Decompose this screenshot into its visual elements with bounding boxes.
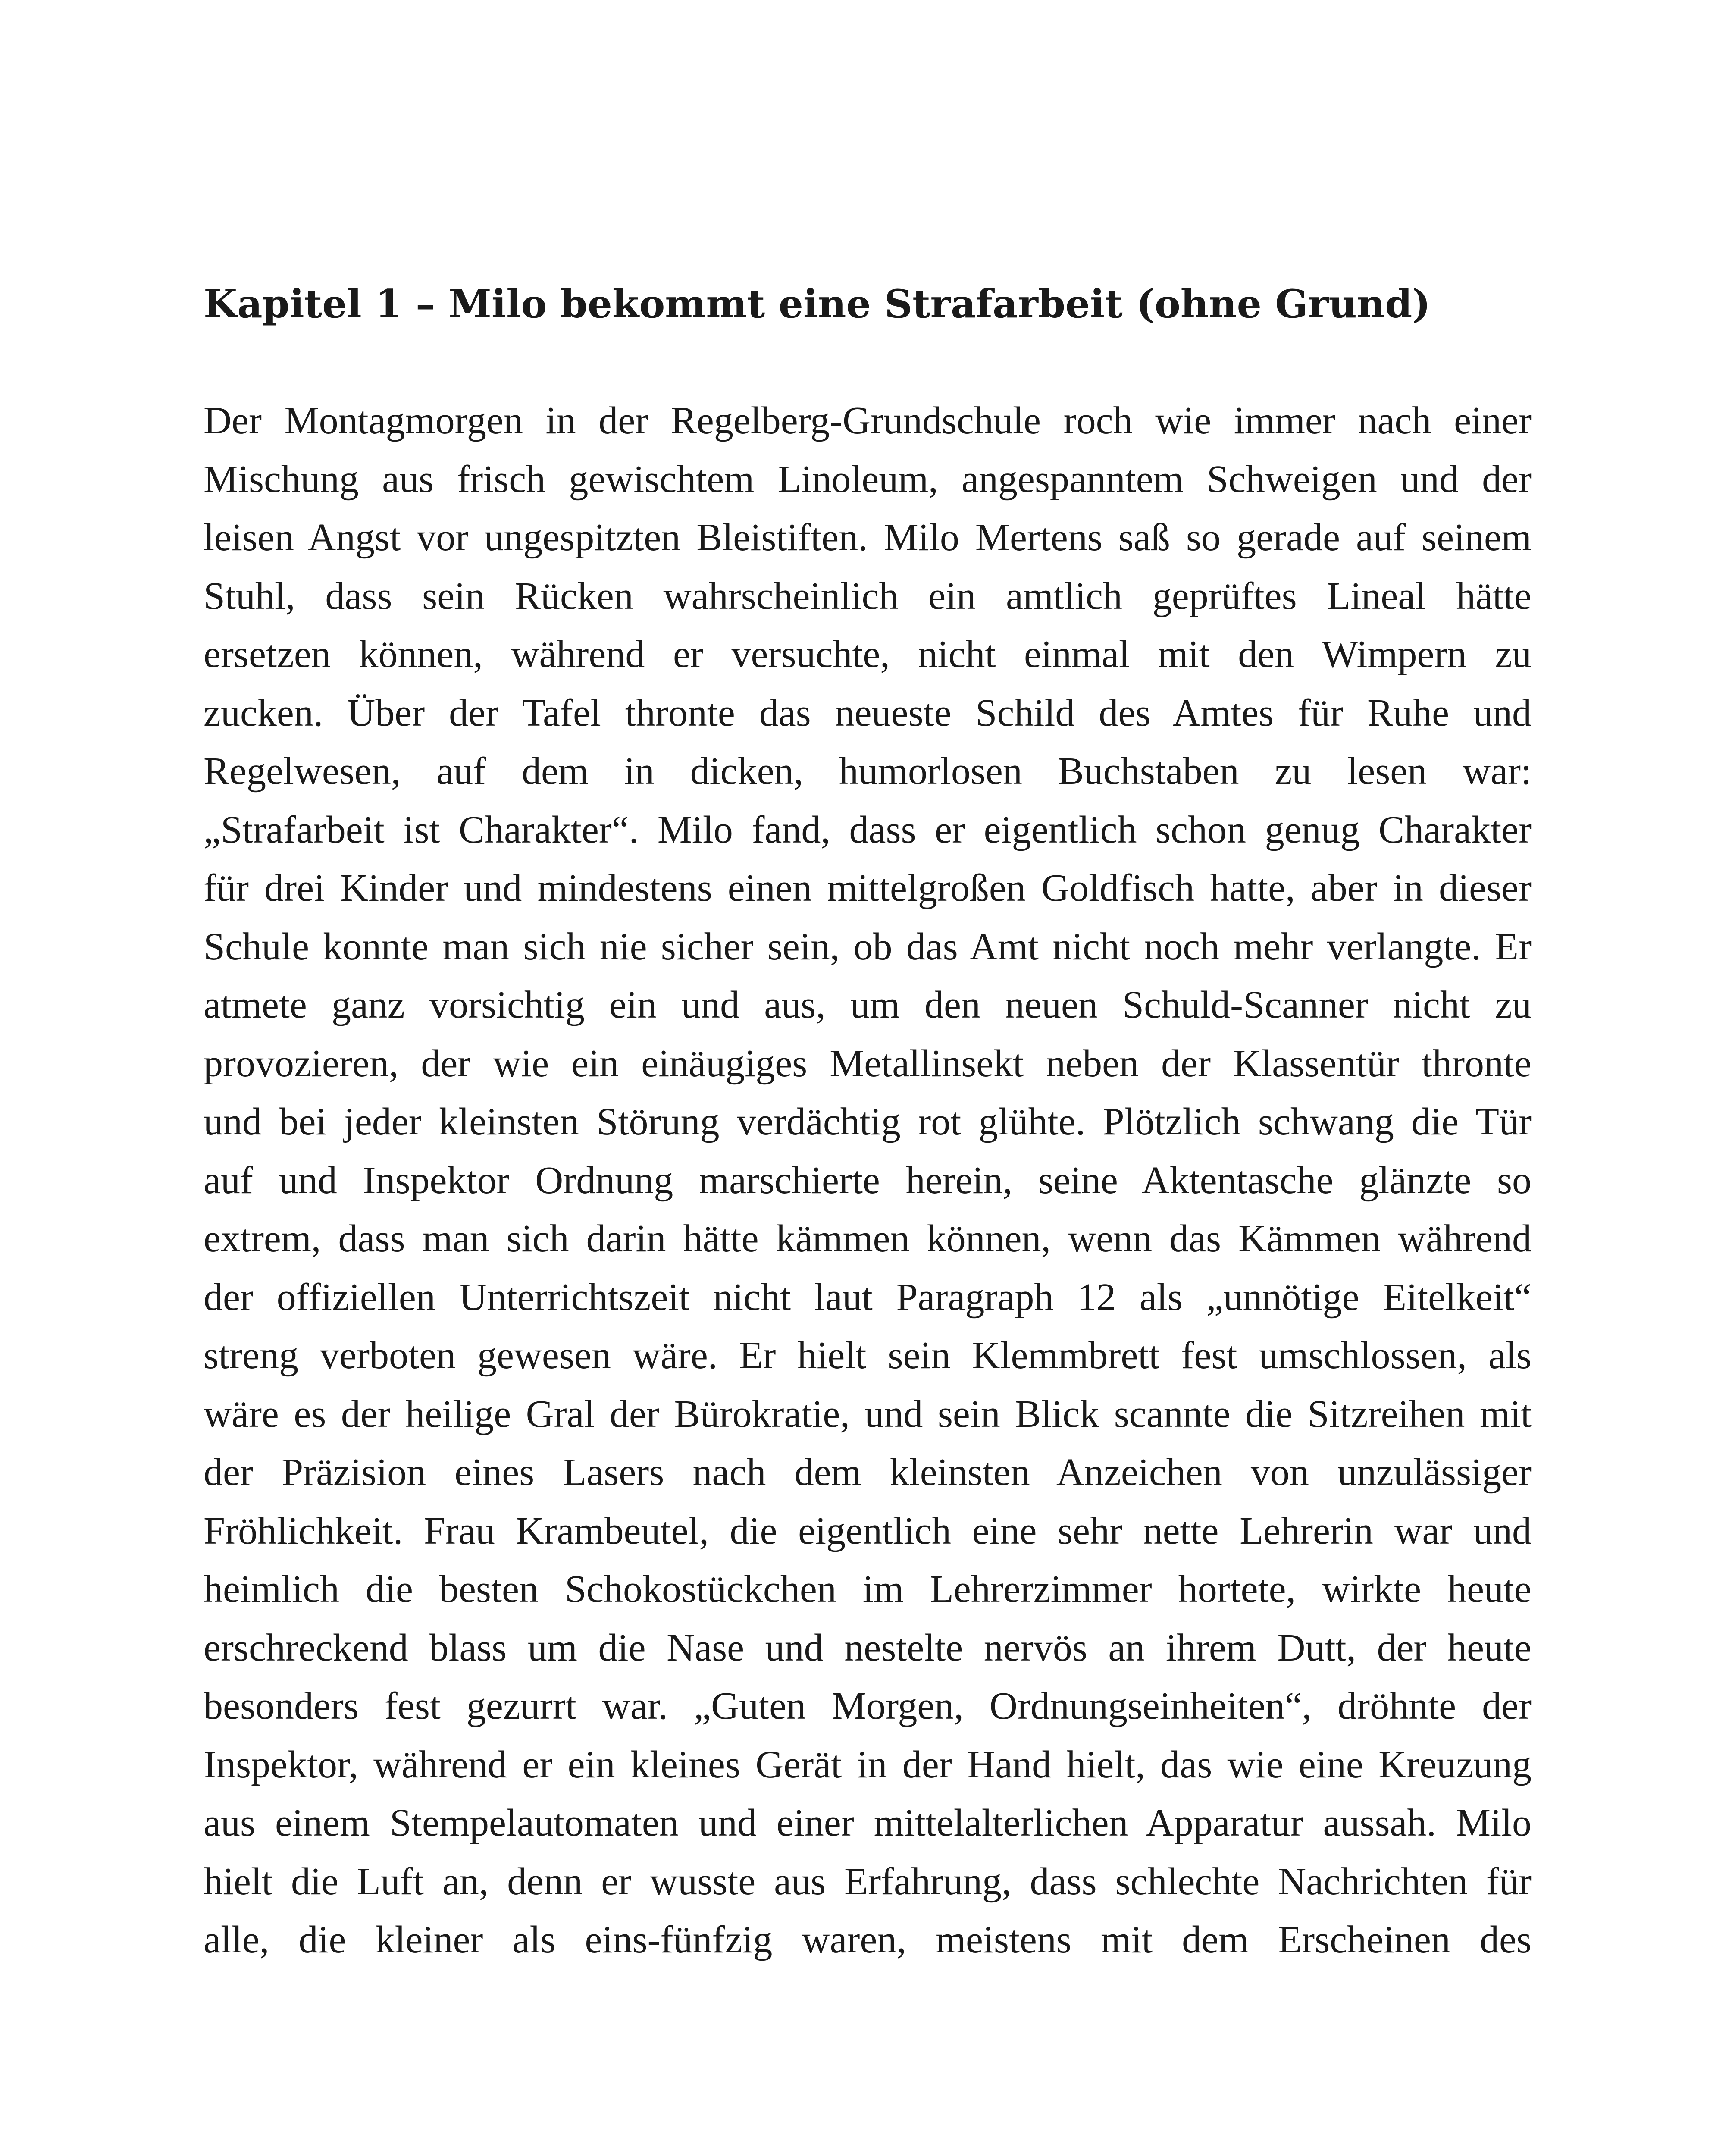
chapter-content bbox=[204, 276, 1532, 1969]
chapter-title: Kapitel 1 – Milo bekommt eine Strafarbeit (ohne Grund) bbox=[204, 281, 1431, 327]
paragraph-line: Fröhlichkeit. Frau Krambeutel, die eigentlich eine sehr nette Lehrerin war und bbox=[204, 1509, 1532, 1552]
chapter-paragraph bbox=[204, 392, 1532, 1969]
paragraph-line: „Strafarbeit ist Charakter“. Milo fand, dass er eigentlich schon genug Charakter bbox=[204, 808, 1532, 851]
paragraph-line: streng verboten gewesen wäre. Er hielt sein Klemmbrett fest umschlossen, als bbox=[204, 1334, 1532, 1377]
paragraph-line: aus einem Stempelautomaten und einer mittelalterlichen Apparatur aussah. Milo bbox=[204, 1802, 1532, 1844]
paragraph-line: provozieren, der wie ein einäugiges Metallinsekt neben der Klassentür thronte bbox=[204, 1042, 1532, 1085]
paragraph-line: Inspektor, während er ein kleines Gerät in der Hand hielt, das wie eine Kreuzung bbox=[204, 1743, 1532, 1786]
paragraph-line: atmete ganz vorsichtig ein und aus, um den neuen Schuld-Scanner nicht zu bbox=[204, 984, 1532, 1026]
paragraph-line: extrem, dass man sich darin hätte kämmen können, wenn das Kämmen während bbox=[204, 1217, 1532, 1260]
paragraph-line: Stuhl, dass sein Rücken wahrscheinlich ein amtlich geprüftes Lineal hätte bbox=[204, 574, 1532, 617]
paragraph-line: Mischung aus frisch gewischtem Linoleum, angespanntem Schweigen und der bbox=[204, 458, 1532, 501]
paragraph-line: der offiziellen Unterrichtszeit nicht laut Paragraph 12 als „unnötige Eitelkeit“ bbox=[204, 1275, 1532, 1319]
paragraph-line: wäre es der heilige Gral der Bürokratie, und sein Blick scannte die Sitzreihen mit bbox=[204, 1392, 1532, 1435]
paragraph-line: und bei jeder kleinsten Störung verdächtig rot glühte. Plötzlich schwang die Tür bbox=[204, 1100, 1532, 1143]
paragraph-line: erschreckend blass um die Nase und nestelte nervös an ihrem Dutt, der heute bbox=[204, 1626, 1532, 1669]
paragraph-line: leisen Angst vor ungespitzten Bleistiften. Milo Mertens saß so gerade auf seinem bbox=[204, 516, 1532, 559]
paragraph-line: für drei Kinder und mindestens einen mittelgroßen Goldfisch hatte, aber in dieser bbox=[204, 867, 1532, 909]
paragraph-line: hielt die Luft an, denn er wusste aus Erfahrung, dass schlechte Nachrichten für bbox=[204, 1860, 1532, 1903]
paragraph-line: auf und Inspektor Ordnung marschierte herein, seine Aktentasche glänzte so bbox=[204, 1159, 1532, 1202]
paragraph-line: der Präzision eines Lasers nach dem kleinsten Anzeichen von unzulässiger bbox=[204, 1451, 1532, 1494]
paragraph-line: besonders fest gezurrt war. „Guten Morgen, Ordnungseinheiten“, dröhnte der bbox=[204, 1685, 1532, 1727]
paragraph-line: Regelwesen, auf dem in dicken, humorlosen Buchstaben zu lesen war: bbox=[204, 750, 1532, 793]
paragraph-line: zucken. Über der Tafel thronte das neueste Schild des Amtes für Ruhe und bbox=[204, 691, 1532, 734]
paragraph-line: Der Montagmorgen in der Regelberg-Grundschule roch wie immer nach einer bbox=[204, 399, 1532, 442]
paragraph-line: alle, die kleiner als eins-fünfzig waren, meistens mit dem Erscheinen des bbox=[204, 1918, 1532, 1961]
paragraph-line: ersetzen können, während er versuchte, nicht einmal mit den Wimpern zu bbox=[204, 633, 1532, 676]
paragraph-line: heimlich die besten Schokostückchen im Lehrerzimmer hortete, wirkte heute bbox=[204, 1568, 1532, 1611]
paragraph-line: Schule konnte man sich nie sicher sein, ob das Amt nicht noch mehr verlangte. Er bbox=[204, 925, 1532, 968]
